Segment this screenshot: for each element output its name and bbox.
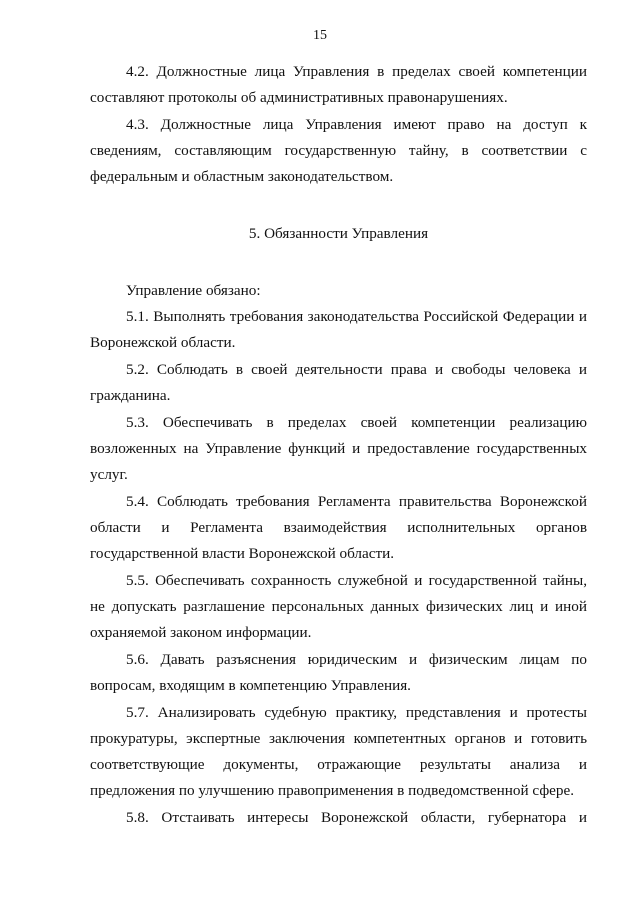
- paragraph-5-2: 5.2. Соблюдать в своей деятельности права и свободы человека и гражданина.: [90, 361, 587, 404]
- paragraph-5-4: 5.4. Соблюдать требования Регламента правительства Воронежской области и Регламента взаимодействия исполнительных органов государственной власти Воронежской области.: [90, 493, 587, 562]
- document-body: [90, 59, 587, 832]
- paragraph-5-5: 5.5. Обеспечивать сохранность служебной и государственной тайны, не допускать разглашение персональных данных физических лиц и иной охраняемой законом информации.: [90, 572, 587, 641]
- page-number: 15: [313, 28, 327, 43]
- paragraph-4-3: 4.3. Должностные лица Управления имеют право на доступ к сведениям, составляющим государственную тайну, в соответствии с федеральным и областным законодательством.: [90, 116, 587, 185]
- paragraph-5-3: 5.3. Обеспечивать в пределах своей компетенции реализацию возложенных на Управление функций и предоставление государственных услуг.: [90, 414, 587, 483]
- section-heading: 5. Обязанности Управления: [248, 225, 429, 242]
- paragraph-5-1: 5.1. Выполнять требования законодательства Российской Федерации и Воронежской области.: [90, 308, 587, 351]
- paragraph-5-7: 5.7. Анализировать судебную практику, представления и протесты прокуратуры, экспертные заключения компетентных органов и готовить соответствующие документы, отражающие результаты анализа и предложения по улучшению правоприменения в подведомственной сфере.: [90, 704, 587, 799]
- paragraph-5-6: 5.6. Давать разъяснения юридическим и физическим лицам по вопросам, входящим в компетенцию Управления.: [90, 651, 587, 694]
- lead-text: Управление обязано:: [126, 282, 261, 299]
- paragraph-4-2: 4.2. Должностные лица Управления в пределах своей компетенции составляют протоколы об административных правонарушениях.: [90, 63, 587, 106]
- paragraph-5-8: 5.8. Отстаивать интересы Воронежской области, губернатора и: [126, 809, 587, 826]
